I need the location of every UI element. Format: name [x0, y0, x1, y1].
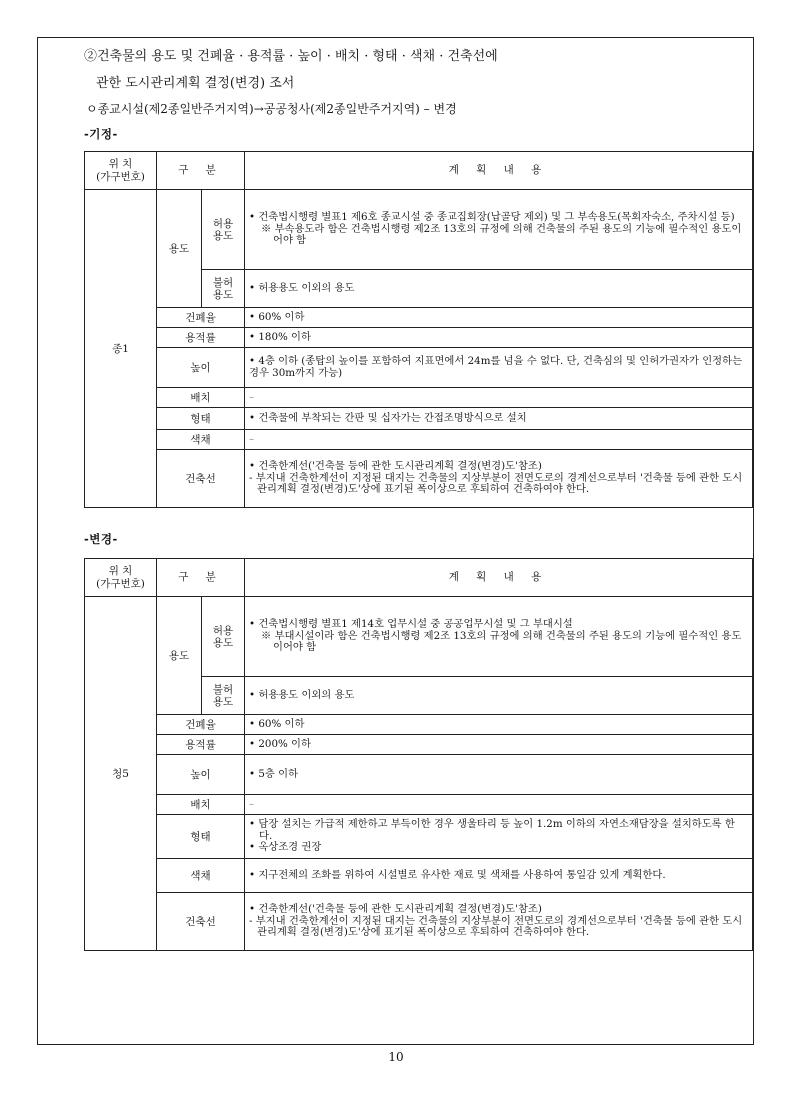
color-value: –: [245, 430, 753, 450]
allowed-use-note: ※ 부대시설이라 함은 건축법시행령 제2조 13호의 규정에 의해 건축물의 주된 용도의 기능에 필수적인 용도이어야 함: [261, 629, 742, 654]
form-line: • 담장 설치는 가급적 제한하고 부득이한 경우 생울타리 등 높이 1.2m 이하의 자연소재담장을 설치하도록 한다.: [249, 818, 735, 842]
height-label: 높이: [157, 348, 245, 388]
use-label: 용도: [157, 597, 202, 715]
setback-label: 건축선: [157, 450, 245, 508]
height-value: • 4층 이하 (종탑의 높이를 포함하여 지표면에서 24m를 넘을 수 없다. 단, 건축심의 및 인허가권자가 인정하는 경우 30m까지 가능): [245, 348, 753, 388]
changed-label: -변경-: [84, 532, 118, 546]
allowed-use-note: ※ 부속용도라 함은 건축법시행령 제2조 13호의 규정에 의해 건축물의 주된 용도의 기능에 필수적인 용도이어야 함: [261, 222, 742, 247]
far-value: • 180% 이하: [245, 328, 753, 348]
existing-table: [84, 151, 753, 508]
height-value: • 5층 이하: [245, 755, 753, 795]
prohibited-use-content: • 허용용도 이외의 용도: [245, 270, 753, 308]
allowed-use-label: 허용 용도: [202, 190, 245, 270]
header-location: 위 치 (가구번호): [85, 152, 157, 190]
prohibited-use-content: • 허용용도 이외의 용도: [245, 677, 753, 715]
bcr-value: • 60% 이하: [245, 308, 753, 328]
form-line: • 옥상조경 권장: [249, 841, 322, 854]
prohibited-use-label: 불허 용도: [202, 677, 245, 715]
bcr-label: 건폐율: [157, 715, 245, 735]
header-content: 계 획 내 용: [245, 152, 753, 190]
changed-table: [84, 558, 753, 951]
color-label: 색채: [157, 430, 245, 450]
header-division: 구 분: [157, 559, 245, 597]
layout-label: 배치: [157, 795, 245, 815]
allowed-use-label: 허용 용도: [202, 597, 245, 677]
header-division: 구 분: [157, 152, 245, 190]
form-value: • 건축물에 부착되는 간판 및 십자가는 간접조명방식으로 설치: [245, 408, 753, 430]
layout-label: 배치: [157, 388, 245, 408]
header-content: 계 획 내 용: [245, 559, 753, 597]
setback-line: • 건축한계선('건축물 등에 관한 도시관리계획 결정(변경)도'참조): [249, 903, 542, 916]
far-value: • 200% 이하: [245, 735, 753, 755]
use-label: 용도: [157, 190, 202, 308]
form-content: [245, 815, 753, 859]
section-heading-line2: 관한 도시관리계획 결정(변경) 조서: [96, 76, 295, 91]
form-label: 형태: [157, 815, 245, 859]
setback-content: [245, 450, 753, 508]
bcr-value: • 60% 이하: [245, 715, 753, 735]
block-number: 청5: [85, 597, 157, 951]
header-location: 위 치 (가구번호): [85, 559, 157, 597]
bcr-label: 건폐율: [157, 308, 245, 328]
setback-line: • 건축한계선('건축물 등에 관한 도시관리계획 결정(변경)도'참조): [249, 460, 542, 473]
allowed-use-content: [245, 597, 753, 677]
allowed-use-line: • 건축법시행령 별표1 제6호 종교시설 중 종교집회장(납골당 제외) 및 그 부속용도(목회자숙소, 주차시설 등): [249, 211, 735, 224]
section-heading-line1: ②건축물의 용도 및 건폐율 · 용적률 · 높이 · 배치 · 형태 · 색채 · 건축선에: [84, 49, 498, 64]
block-number: 종1: [85, 190, 157, 508]
existing-label: -기정-: [84, 127, 118, 141]
color-label: 색채: [157, 859, 245, 893]
setback-rule: - 부지내 건축한계선이 지정된 대지는 건축물의 지상부분이 전면도로의 경계선으로부터 '건축물 등에 관한 도시관리계획 결정(변경)도'상에 표기된 폭이상으로 후퇴하여 건축하여야 한다.: [249, 471, 743, 496]
allowed-use-line: • 건축법시행령 별표1 제14호 업무시설 중 공공업무시설 및 그 부대시설: [249, 618, 573, 631]
height-label: 높이: [157, 755, 245, 795]
setback-rule: - 부지내 건축한계선이 지정된 대지는 건축물의 지상부분이 전면도로의 경계선으로부터 '건축물 등에 관한 도시관리계획 결정(변경)도'상에 표기된 폭이상으로 후퇴하여 건축하여야 한다.: [249, 914, 743, 939]
layout-value: –: [245, 795, 753, 815]
page-number: 10: [388, 1050, 404, 1064]
far-label: 용적률: [157, 735, 245, 755]
form-label: 형태: [157, 408, 245, 430]
layout-value: –: [245, 388, 753, 408]
change-summary: ㅇ종교시설(제2종일반주거지역)→공공청사(제2종일반주거지역) – 변경: [86, 102, 457, 116]
color-value: • 지구전체의 조화를 위하여 시설별로 유사한 재료 및 색채를 사용하여 통일감 있게 계획한다.: [245, 859, 753, 893]
setback-content: [245, 893, 753, 951]
setback-label: 건축선: [157, 893, 245, 951]
far-label: 용적률: [157, 328, 245, 348]
allowed-use-content: [245, 190, 753, 270]
prohibited-use-label: 불허 용도: [202, 270, 245, 308]
